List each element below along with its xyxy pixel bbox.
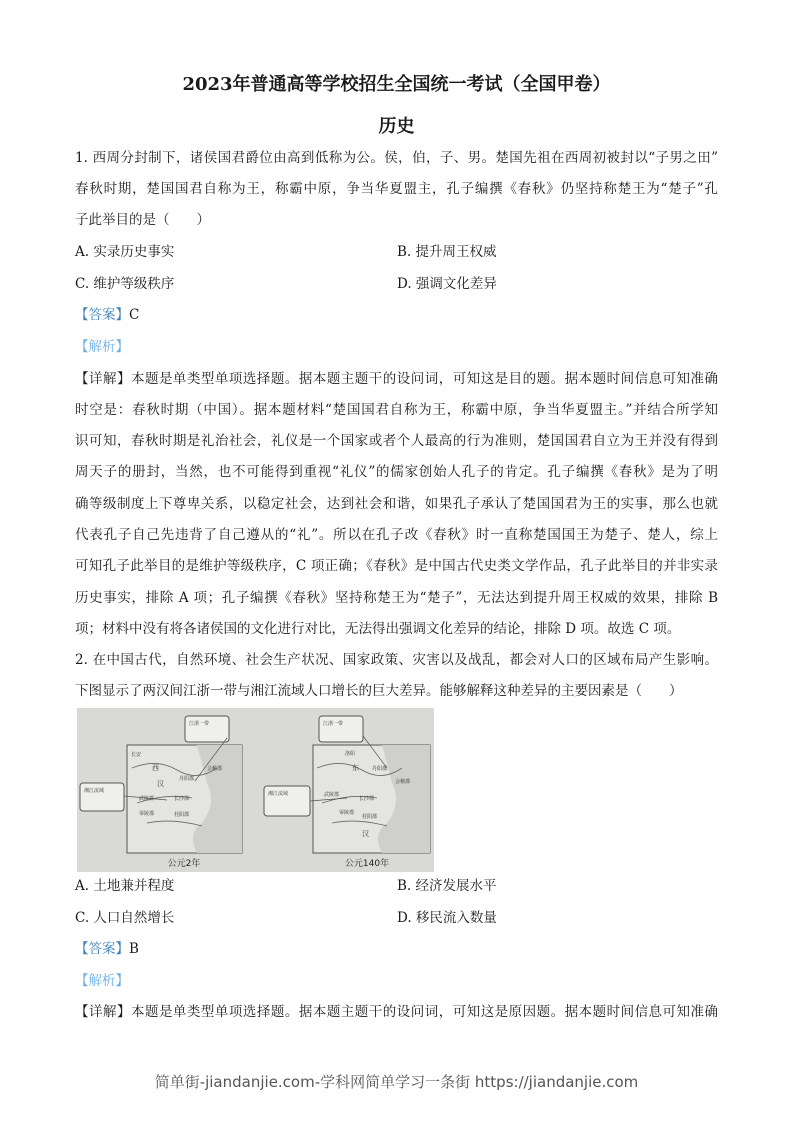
detail-text: 本题是单类型单项选择题。据本题主题干的设问词，可知这是原因题。据本题时间信息可知准确 <box>130 1004 718 1020</box>
q2-option-c: C. 人口自然增长 <box>75 910 175 926</box>
q1-option-b: B. 提升周王权威 <box>397 244 497 260</box>
q1-detail-line: 周天子的册封，当然，也不可能得到重视“礼仪”的儒家创始人孔子的肯定。孔子编撰《春秋》是为了明 <box>75 464 718 480</box>
map-place: 零陵郡 <box>339 810 355 816</box>
q1-detail-line: 项；材料中没有将各诸侯国的文化进行对比，无法得出强调文化差异的结论，排除 D 项。故选 C 项。 <box>75 621 681 637</box>
answer-value: C <box>129 307 140 323</box>
q1-option-a: A. 实录历史事实 <box>75 244 175 260</box>
answer-tag: 【答案】 <box>75 941 129 957</box>
map-place: 西 <box>152 764 159 772</box>
q1-detail-line: 识可知，春秋时期是礼治社会，礼仪是一个国家或者个人最高的行为准则，楚国国君自立为王并没有得到 <box>75 433 718 449</box>
q1-detail-line: 可知孔子此举目的是维护等级秩序，C 项正确；《春秋》是中国古代史类文学作品，孔子此举目的并非实录 <box>75 558 718 574</box>
q1-detail-line: 历史事实，排除 A 项；孔子编撰《春秋》坚持称楚王为“楚子”，无法达到提升周王权威的效果，排除 B <box>75 590 718 606</box>
map-left-caption: 公元2年 <box>167 859 201 869</box>
footer-watermark: 简单街-jiandanjie.com-学科网简单学习一条街 https://jiandanjie.com <box>154 1073 639 1091</box>
q2-answer <box>75 940 718 958</box>
q1-answer <box>75 306 718 324</box>
answer-value: B <box>129 941 139 957</box>
q2-option-d: D. 移民流入数量 <box>397 910 497 926</box>
map-place: 零陵郡 <box>139 811 155 817</box>
detail-tag: 【详解】 <box>75 1004 131 1020</box>
map-place: 武陵郡 <box>139 796 155 802</box>
q1-stem-line: 子此举目的是（ ） <box>75 212 210 228</box>
map-place: 长沙郡 <box>359 796 375 802</box>
map-place: 丹阳郡 <box>179 776 195 782</box>
q1-option-c: C. 维护等级秩序 <box>75 276 175 292</box>
q1-stem-line: 1. 西周分封制下，诸侯国君爵位由高到低称为公。侯，伯，子、男。楚国先祖在西周初被封以“子男之田” <box>75 150 718 166</box>
maps-svg <box>77 708 434 872</box>
map-place: 汉 <box>157 780 164 788</box>
q1-stem-line: 春秋时期，楚国国君自称为王，称霸中原，争当华夏盟主，孔子编撰《春秋》仍坚持称楚王为“楚子”孔 <box>75 181 718 197</box>
map-place: 长沙郡 <box>174 796 190 802</box>
map-label: 江浙一带 <box>323 721 344 727</box>
map-label: 江浙一带 <box>189 721 210 727</box>
q1-option-d: D. 强调文化差异 <box>397 276 497 292</box>
q2-option-a: A. 土地兼并程度 <box>75 878 175 894</box>
q2-detail-line <box>75 1003 718 1021</box>
map-place: 桂阳郡 <box>174 812 190 818</box>
answer-tag: 【答案】 <box>75 307 129 323</box>
map-place: 东 <box>352 764 359 772</box>
detail-tag: 【详解】 <box>75 371 131 387</box>
q1-detail-line: 时空是：春秋时期（中国）。据本题材料“楚国国君自称为王，称霸中原，争当华夏盟主。”并结合所学知 <box>75 402 718 418</box>
q2-option-b: B. 经济发展水平 <box>397 878 497 894</box>
map-right-caption: 公元140年 <box>344 859 390 869</box>
population-maps-figure <box>77 708 434 872</box>
exam-title: 2023年普通高等学校招生全国统一考试（全国甲卷） <box>182 74 611 95</box>
q1-analysis-tag: 【解析】 <box>75 339 129 355</box>
map-place: 武陵郡 <box>324 792 340 798</box>
q1-detail-line <box>75 370 718 388</box>
subject-title: 历史 <box>378 116 415 137</box>
map-place: 汉 <box>362 830 369 838</box>
q2-stem-line: 2. 在中国古代，自然环境、社会生产状况、国家政策、灾害以及战乱，都会对人口的区域布局产生影响。 <box>75 652 718 668</box>
q1-detail-line: 确等级制度上下尊卑关系，以稳定社会，达到社会和谐，如果孔子承认了楚国国君为王的实事，那么也就 <box>75 496 718 512</box>
map-place: 桂阳郡 <box>362 814 378 820</box>
map-label: 湘江流域 <box>268 791 289 797</box>
q1-detail-line: 代表孔子自己先违背了自己遵从的“礼”。所以在孔子改《春秋》时一直称楚国国王为楚子、楚人，综上 <box>75 527 718 543</box>
map-right <box>264 716 430 869</box>
map-place: 洛阳 <box>345 751 356 757</box>
q2-analysis-tag: 【解析】 <box>75 973 129 989</box>
map-left <box>80 716 242 869</box>
map-label: 湘江流域 <box>84 788 105 794</box>
map-place: 长安 <box>131 752 142 758</box>
map-place: 会稽郡 <box>395 779 411 785</box>
map-place: 丹阳郡 <box>372 766 388 772</box>
detail-text: 本题是单类型单项选择题。据本题主题干的设问词，可知这是目的题。据本题时间信息可知准确 <box>130 371 718 387</box>
map-place: 会稽郡 <box>207 766 223 772</box>
q2-stem-line: 下图显示了两汉间江浙一带与湘江流域人口增长的巨大差异。能够解释这种差异的主要因素是（ ） <box>75 683 683 699</box>
